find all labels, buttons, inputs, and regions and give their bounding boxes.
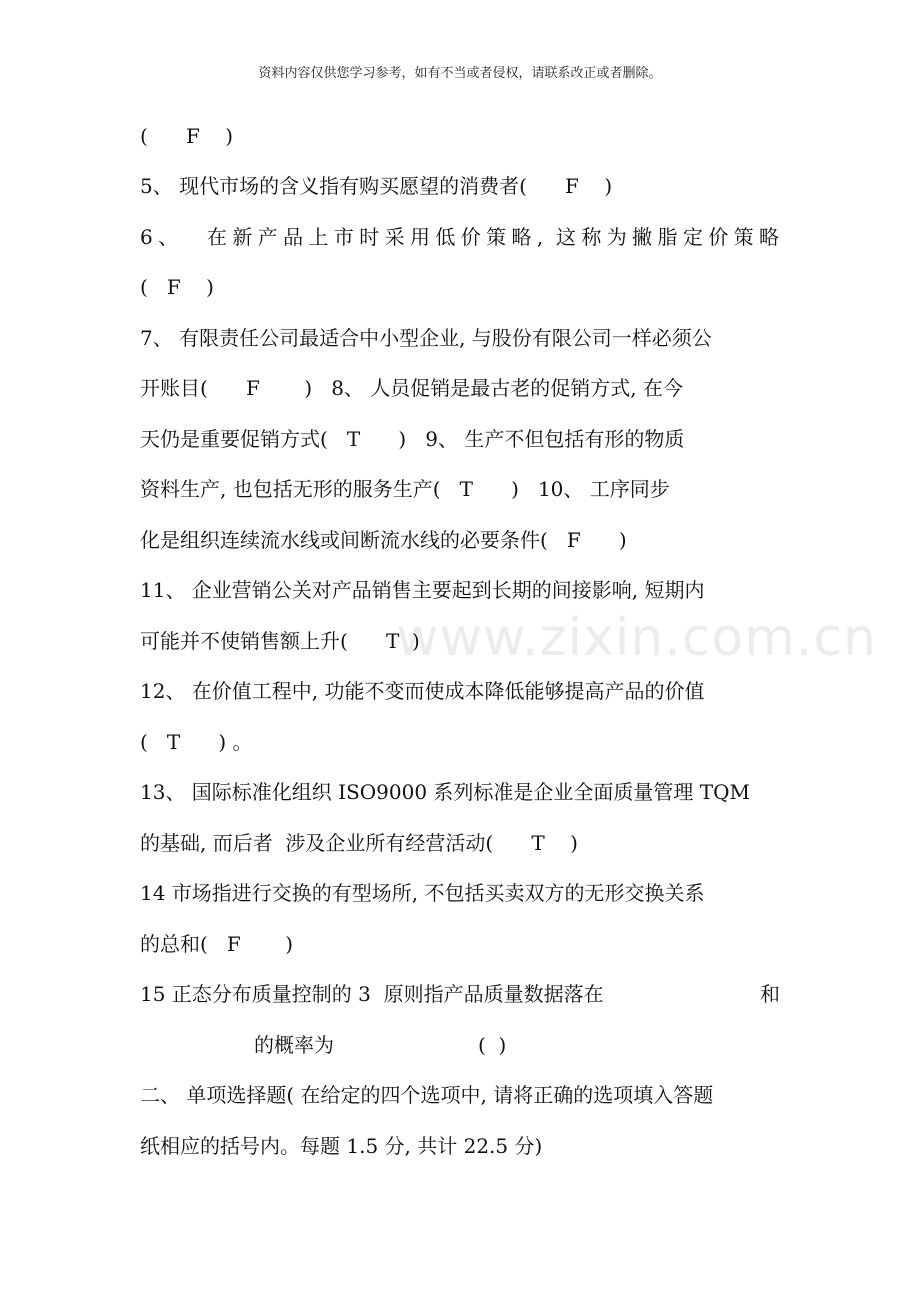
question-15-line-1: [140, 980, 780, 1008]
section-2-instructions: 纸相应的括号内。每题 1.5 分, 共计 22.5 分): [140, 1134, 543, 1158]
question-11-line-1: 11、 企业营销公关对产品销售主要起到长期的间接影响, 短期内: [140, 578, 705, 602]
question-15-and: 和: [760, 982, 780, 1006]
question-9-10-line: 资料生产, 也包括无形的服务生产( T ) 10、 工序同步: [140, 477, 670, 501]
answer-line-6: ( F ): [140, 275, 214, 299]
question-7-line-1: 7、 有限责任公司最适合中小型企业, 与股份有限公司一样必须公: [140, 326, 712, 350]
answer-line-12: ( T ) 。: [140, 730, 253, 754]
question-15-text: 15 正态分布质量控制的 3 原则指产品质量数据落在: [140, 982, 604, 1006]
question-13-line-2: 的基础, 而后者 涉及企业所有经营活动( T ): [140, 831, 578, 855]
question-11-line-2: 可能并不使销售额上升( T ): [140, 629, 420, 653]
question-15-answer-blank: ( ): [478, 1033, 507, 1057]
page-header-notice: 资料内容仅供您学习参考，如有不当或者侵权，请联系改正或者删除。: [258, 66, 662, 81]
watermark-text: www.zixin.com.cn: [396, 608, 877, 668]
question-12-line-1: 12、 在价值工程中, 功能不变而使成本降低能够提高产品的价值: [140, 679, 705, 703]
question-7-8-line: 开账目( F ) 8、 人员促销是最古老的促销方式, 在今: [140, 376, 683, 400]
question-14-line-1: 14 市场指进行交换的有型场所, 不包括买卖双方的无形交换关系: [140, 881, 705, 905]
question-13-line-1: 13、 国际标准化组织 ISO9000 系列标准是企业全面质量管理 TQM: [140, 780, 750, 804]
question-6: 6、 在新产品上市时采用低价策略, 这称为撇脂定价策略: [140, 225, 780, 249]
section-2-heading: 二、 单项选择题( 在给定的四个选项中, 请将正确的选项填入答题: [140, 1083, 714, 1107]
question-5: 5、 现代市场的含义指有购买愿望的消费者( F ): [140, 174, 613, 198]
question-14-line-2: 的总和( F ): [140, 932, 294, 956]
question-8-9-line: 天仍是重要促销方式( T ) 9、 生产不但包括有形的物质: [140, 427, 685, 451]
answer-line-4-cont: ( F ): [140, 124, 234, 148]
question-15-probability: 的概率为: [254, 1033, 334, 1057]
question-10-cont: 化是组织连续流水线或间断流水线的必要条件( F ): [140, 528, 627, 552]
